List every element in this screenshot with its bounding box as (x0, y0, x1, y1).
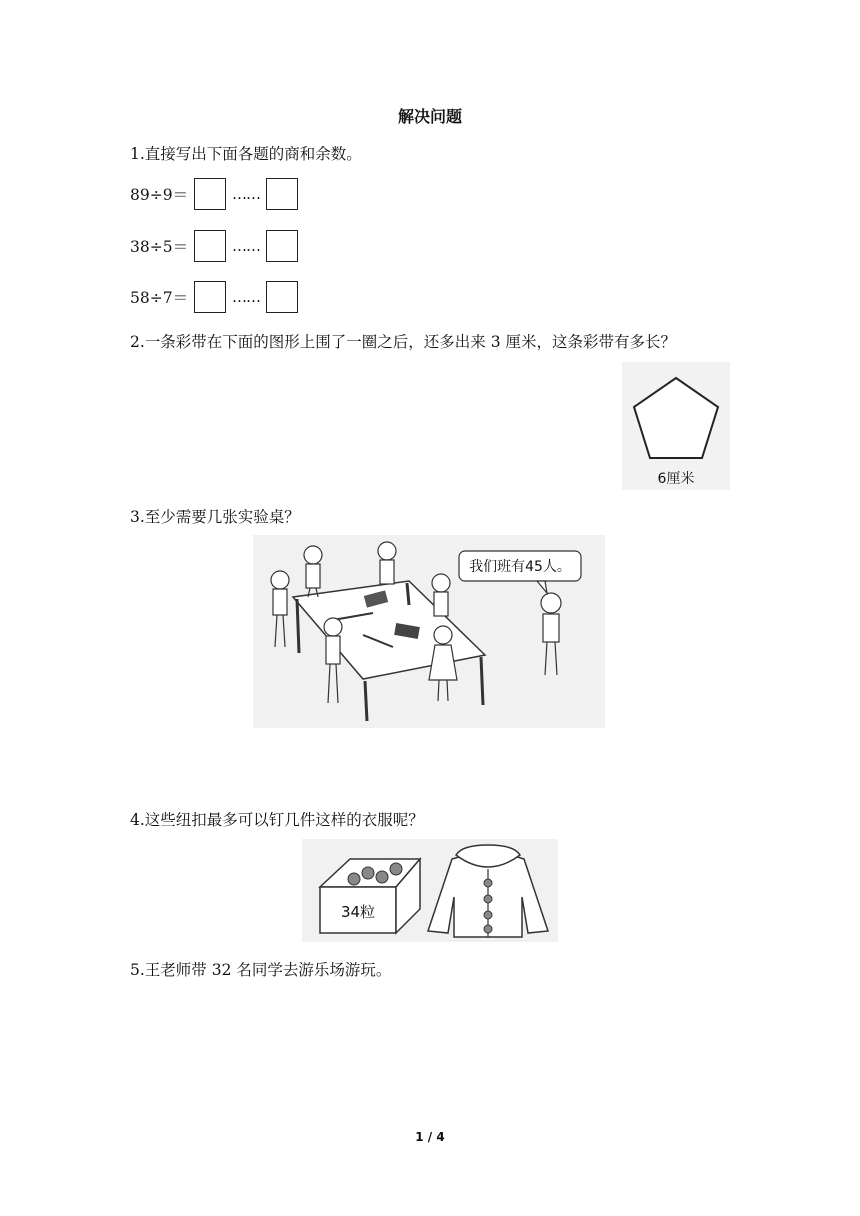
ellipsis: …… (232, 185, 260, 203)
equation-expression: 58÷7＝ (130, 289, 189, 307)
speech-bubble-text: 我们班有45人。 (469, 559, 571, 575)
page-title: 解决问题 (397, 107, 462, 126)
table-leg (365, 681, 367, 721)
remainder-answer-box[interactable] (266, 178, 298, 210)
table-leg (481, 657, 483, 705)
quotient-answer-box[interactable] (194, 230, 226, 262)
quotient-answer-box[interactable] (194, 178, 226, 210)
equation-expression: 38÷5＝ (130, 238, 189, 256)
child-figure (378, 542, 396, 584)
classroom-illustration (253, 535, 605, 728)
button-in-box (390, 863, 402, 875)
child-figure (432, 574, 450, 616)
question-2: 2.一条彩带在下面的图形上围了一圈之后，还多出来 3 厘米，这条彩带有多长？ (130, 333, 677, 351)
equation-row-1 (130, 176, 298, 212)
pentagon-figure (622, 362, 730, 490)
button-in-box (376, 871, 388, 883)
button-in-box (348, 873, 360, 885)
button-in-box (362, 867, 374, 879)
question-5: 5.王老师带 32 名同学去游乐场游玩。 (130, 961, 392, 979)
shirt-button (484, 925, 492, 933)
question-3: 3.至少需要几张实验桌？ (130, 508, 300, 526)
shirt-button (484, 911, 492, 919)
pentagon-side-label: 6厘米 (657, 471, 695, 487)
buttons-and-shirt-illustration (302, 839, 558, 942)
shirt-button (484, 879, 492, 887)
ellipsis: …… (232, 288, 260, 306)
question-1: 1.直接写出下面各题的商和余数。 (130, 145, 362, 163)
shirt-button (484, 895, 492, 903)
page-number: 1 / 4 (415, 1130, 445, 1144)
ellipsis: …… (232, 237, 260, 255)
quotient-answer-box[interactable] (194, 281, 226, 313)
equation-row-2 (130, 228, 298, 264)
table-leg (407, 583, 409, 605)
table-leg (297, 599, 299, 653)
remainder-answer-box[interactable] (266, 230, 298, 262)
equation-expression: 89÷9＝ (130, 186, 189, 204)
equation-row-3 (130, 279, 298, 315)
box-label: 34粒 (340, 903, 376, 921)
question-4: 4.这些纽扣最多可以钉几件这样的衣服呢？ (130, 811, 424, 829)
remainder-answer-box[interactable] (266, 281, 298, 313)
